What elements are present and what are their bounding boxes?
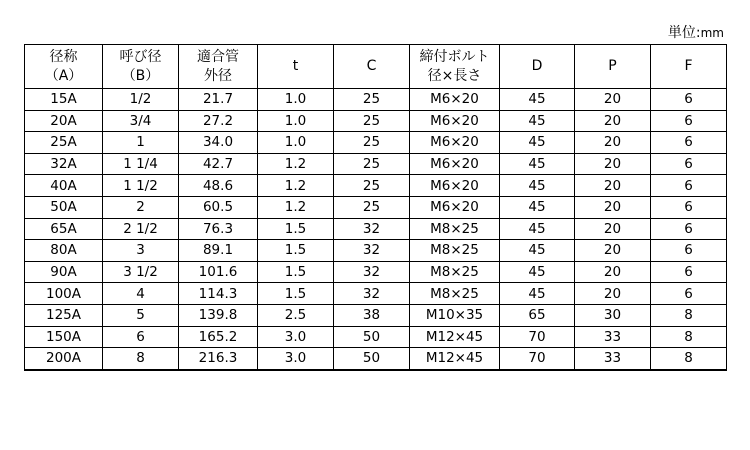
table-header bbox=[25, 45, 727, 89]
table-cell: 20 bbox=[575, 110, 651, 132]
table-cell: M6×20 bbox=[410, 175, 500, 197]
table-cell: 20 bbox=[575, 240, 651, 262]
table-cell: M6×20 bbox=[410, 153, 500, 175]
table-row bbox=[25, 89, 727, 111]
table-cell: 8 bbox=[651, 304, 727, 326]
unit-mm: mm bbox=[700, 26, 724, 40]
table-cell: 3/4 bbox=[103, 110, 179, 132]
table-cell: 6 bbox=[651, 196, 727, 218]
table-cell: 1.0 bbox=[258, 110, 334, 132]
table-cell: 1.0 bbox=[258, 89, 334, 111]
table-cell: 45 bbox=[500, 175, 575, 197]
table-cell: 33 bbox=[575, 348, 651, 370]
table-cell: 1 1/4 bbox=[103, 153, 179, 175]
table-cell: 45 bbox=[500, 283, 575, 305]
table-cell: 45 bbox=[500, 261, 575, 283]
table-cell: M8×25 bbox=[410, 261, 500, 283]
column-header-line2: （A） bbox=[44, 67, 83, 84]
table-row bbox=[25, 326, 727, 348]
table-cell: 1/2 bbox=[103, 89, 179, 111]
table-cell: 6 bbox=[651, 261, 727, 283]
table-cell: 20 bbox=[575, 175, 651, 197]
table-cell: 1.5 bbox=[258, 218, 334, 240]
column-header bbox=[500, 45, 575, 89]
table-cell: 8 bbox=[651, 326, 727, 348]
table-row bbox=[25, 132, 727, 154]
table-cell: 6 bbox=[103, 326, 179, 348]
table-cell: M6×20 bbox=[410, 132, 500, 154]
table-cell: 20 bbox=[575, 283, 651, 305]
column-header bbox=[334, 45, 410, 89]
column-header bbox=[258, 45, 334, 89]
table-cell: 1 bbox=[103, 132, 179, 154]
table-cell: 125A bbox=[25, 304, 103, 326]
table-cell: 40A bbox=[25, 175, 103, 197]
column-header bbox=[103, 45, 179, 89]
table-cell: 20A bbox=[25, 110, 103, 132]
table-cell: 8 bbox=[651, 348, 727, 370]
table-cell: 60.5 bbox=[179, 196, 258, 218]
table-cell: 216.3 bbox=[179, 348, 258, 370]
table-cell: 30 bbox=[575, 304, 651, 326]
table-cell: 20 bbox=[575, 196, 651, 218]
table-cell: 90A bbox=[25, 261, 103, 283]
table-cell: 1 1/2 bbox=[103, 175, 179, 197]
table-cell: 6 bbox=[651, 175, 727, 197]
table-cell: 50 bbox=[334, 326, 410, 348]
table-row bbox=[25, 196, 727, 218]
table-cell: 48.6 bbox=[179, 175, 258, 197]
table-cell: 20 bbox=[575, 218, 651, 240]
column-header-line1: 径称 bbox=[49, 48, 78, 65]
table-cell: 32 bbox=[334, 240, 410, 262]
table-cell: 50 bbox=[334, 348, 410, 370]
table-cell: 15A bbox=[25, 89, 103, 111]
spec-table bbox=[24, 44, 727, 371]
table-cell: 45 bbox=[500, 132, 575, 154]
table-cell: 200A bbox=[25, 348, 103, 370]
table-cell: M10×35 bbox=[410, 304, 500, 326]
table-cell: 25A bbox=[25, 132, 103, 154]
table-cell: 27.2 bbox=[179, 110, 258, 132]
table-cell: 1.2 bbox=[258, 153, 334, 175]
table-cell: 3 1/2 bbox=[103, 261, 179, 283]
table-cell: 42.7 bbox=[179, 153, 258, 175]
table-cell: 33 bbox=[575, 326, 651, 348]
table-cell: 20 bbox=[575, 89, 651, 111]
column-header-line1: F bbox=[684, 58, 693, 74]
table-row bbox=[25, 153, 727, 175]
table-cell: 45 bbox=[500, 196, 575, 218]
table-cell: 70 bbox=[500, 326, 575, 348]
column-header-line1: 締付ボルト bbox=[419, 48, 490, 65]
table-cell: 139.8 bbox=[179, 304, 258, 326]
table-cell: 1.2 bbox=[258, 175, 334, 197]
table-cell: 101.6 bbox=[179, 261, 258, 283]
table-cell: 3.0 bbox=[258, 326, 334, 348]
table-cell: 6 bbox=[651, 89, 727, 111]
table-cell: 2 bbox=[103, 196, 179, 218]
table-cell: 25 bbox=[334, 196, 410, 218]
table-row bbox=[25, 110, 727, 132]
table-cell: 80A bbox=[25, 240, 103, 262]
unit-label bbox=[668, 22, 724, 42]
table-cell: 6 bbox=[651, 132, 727, 154]
column-header-line1: C bbox=[366, 58, 377, 74]
table-cell: 21.7 bbox=[179, 89, 258, 111]
table-cell: 2.5 bbox=[258, 304, 334, 326]
column-header bbox=[575, 45, 651, 89]
column-header-line1: 適合管 bbox=[197, 48, 239, 65]
table-cell: 45 bbox=[500, 218, 575, 240]
table-cell: 6 bbox=[651, 153, 727, 175]
table-cell: 89.1 bbox=[179, 240, 258, 262]
table-cell: 25 bbox=[334, 132, 410, 154]
table-cell: 65A bbox=[25, 218, 103, 240]
column-header-line1: 呼び径 bbox=[119, 48, 162, 65]
table-row bbox=[25, 240, 727, 262]
column-header-line2: 外径 bbox=[204, 67, 232, 84]
table-cell: 1.2 bbox=[258, 196, 334, 218]
column-header-line2: （B） bbox=[121, 67, 160, 84]
table-body bbox=[25, 89, 727, 370]
table-cell: 76.3 bbox=[179, 218, 258, 240]
table-cell: 2 1/2 bbox=[103, 218, 179, 240]
table-cell: 32A bbox=[25, 153, 103, 175]
unit-prefix: 単位: bbox=[667, 25, 701, 41]
table-cell: 25 bbox=[334, 89, 410, 111]
column-header-line2: 径×長さ bbox=[427, 67, 482, 84]
table-cell: 6 bbox=[651, 240, 727, 262]
table-cell: 6 bbox=[651, 218, 727, 240]
table-cell: 150A bbox=[25, 326, 103, 348]
table-cell: 32 bbox=[334, 283, 410, 305]
table-cell: 1.5 bbox=[258, 283, 334, 305]
table-cell: 50A bbox=[25, 196, 103, 218]
column-header bbox=[179, 45, 258, 89]
table-cell: 20 bbox=[575, 153, 651, 175]
column-header-line1: D bbox=[531, 58, 543, 74]
table-cell: 70 bbox=[500, 348, 575, 370]
table-row bbox=[25, 283, 727, 305]
table-row bbox=[25, 304, 727, 326]
table-cell: 38 bbox=[334, 304, 410, 326]
table-cell: 20 bbox=[575, 261, 651, 283]
table-cell: 8 bbox=[103, 348, 179, 370]
table-cell: M8×25 bbox=[410, 240, 500, 262]
table-cell: 45 bbox=[500, 240, 575, 262]
table-cell: 34.0 bbox=[179, 132, 258, 154]
table-cell: 45 bbox=[500, 153, 575, 175]
table-cell: 1.5 bbox=[258, 240, 334, 262]
table-cell: M6×20 bbox=[410, 196, 500, 218]
table-cell: M12×45 bbox=[410, 348, 500, 370]
table-cell: 165.2 bbox=[179, 326, 258, 348]
table-row bbox=[25, 175, 727, 197]
table-cell: 4 bbox=[103, 283, 179, 305]
table-cell: M8×25 bbox=[410, 283, 500, 305]
table-cell: 5 bbox=[103, 304, 179, 326]
table-cell: 6 bbox=[651, 283, 727, 305]
table-cell: 1.0 bbox=[258, 132, 334, 154]
table-cell: M12×45 bbox=[410, 326, 500, 348]
header-row bbox=[25, 45, 727, 89]
table-cell: 1.5 bbox=[258, 261, 334, 283]
column-header bbox=[25, 45, 103, 89]
column-header-line1: t bbox=[292, 58, 299, 74]
table-cell: M6×20 bbox=[410, 110, 500, 132]
table-cell: 65 bbox=[500, 304, 575, 326]
table-cell: 45 bbox=[500, 89, 575, 111]
table-cell: 3 bbox=[103, 240, 179, 262]
table-cell: M6×20 bbox=[410, 89, 500, 111]
table-cell: 25 bbox=[334, 110, 410, 132]
table-cell: 6 bbox=[651, 110, 727, 132]
column-header bbox=[651, 45, 727, 89]
table-cell: 25 bbox=[334, 175, 410, 197]
table-cell: 45 bbox=[500, 110, 575, 132]
table-cell: 114.3 bbox=[179, 283, 258, 305]
table-cell: 25 bbox=[334, 153, 410, 175]
column-header-line1: P bbox=[608, 58, 617, 74]
table-cell: 3.0 bbox=[258, 348, 334, 370]
table-cell: 20 bbox=[575, 132, 651, 154]
table-row bbox=[25, 218, 727, 240]
table-row bbox=[25, 348, 727, 370]
table-cell: 100A bbox=[25, 283, 103, 305]
table-cell: 32 bbox=[334, 218, 410, 240]
table-cell: M8×25 bbox=[410, 218, 500, 240]
column-header bbox=[410, 45, 500, 89]
table-row bbox=[25, 261, 727, 283]
table-cell: 32 bbox=[334, 261, 410, 283]
